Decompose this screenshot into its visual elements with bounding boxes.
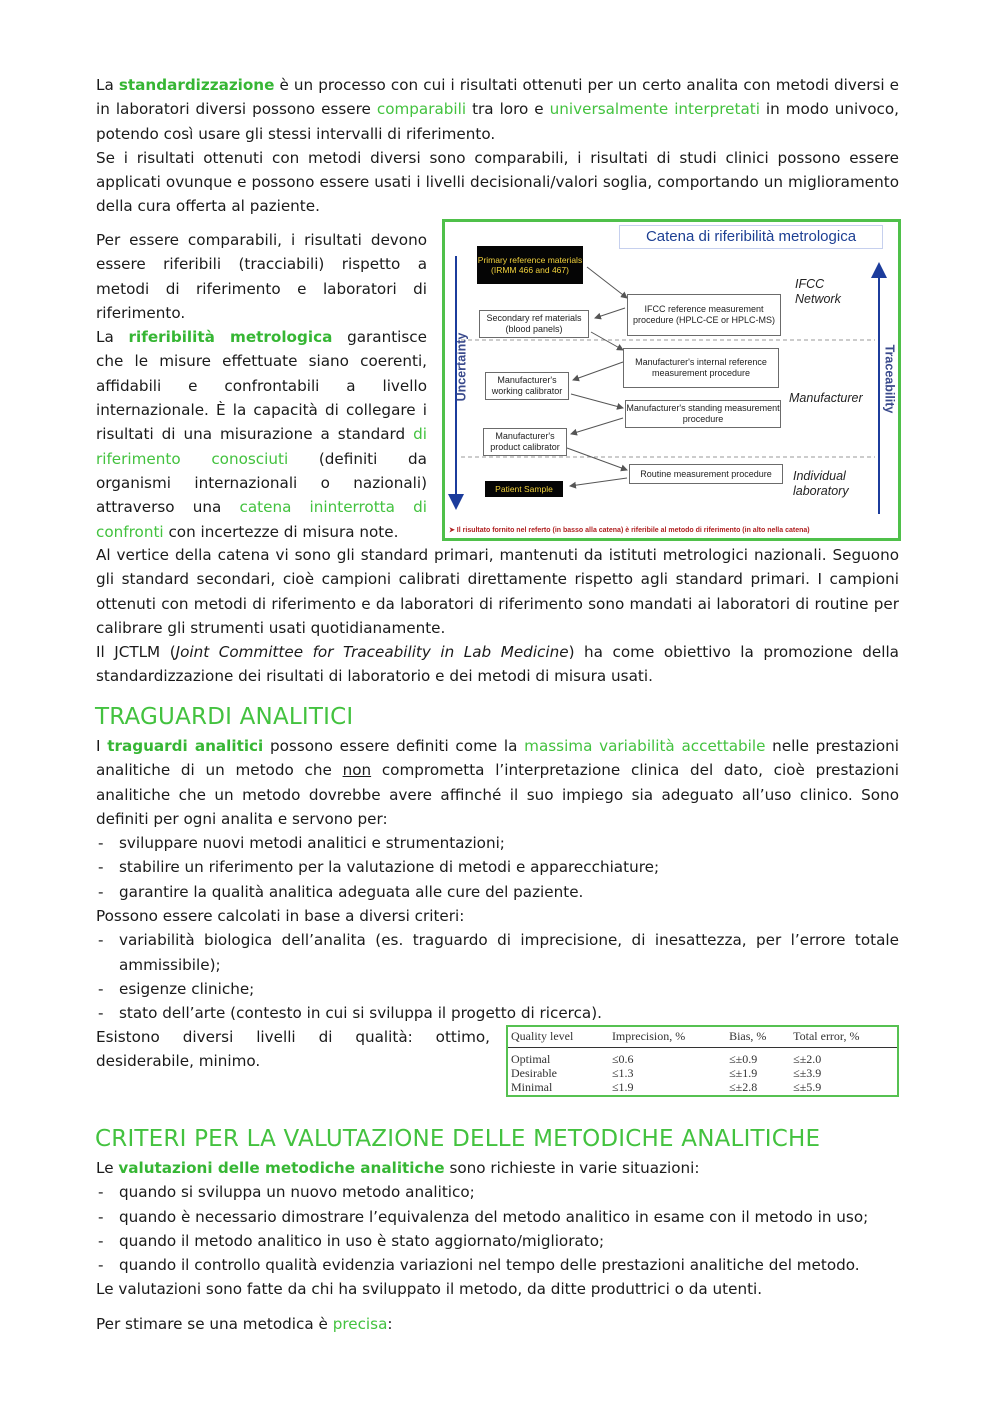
traguardi-section [96,734,899,1026]
list-item: - sviluppare nuovi metodi analitici e strumentazioni; [96,831,899,855]
term-riferimento-conosciuti: di riferimento conosciuti [96,425,427,468]
criteri-paragraph [96,1156,899,1180]
jctlm-name: Joint Committee for Traceability in Lab Medicine [175,643,569,662]
list-item: - quando il metodo analitico in uso è stato aggiornato/migliorato; [96,1229,899,1253]
chain-paragraph: Al vertice della catena vi sono gli standard primari, mantenuti da istituti metrologici nazionali. Seguono gli standard secondari, cioè campioni calibrati direttamente rispetto agli standard primari. I campioni ottenuti con metodi di riferimento e da laboratori di riferimento sono mandati ai laboratori di routine per calibrare gli strumenti usati quotidianamente. [96,546,899,637]
table-header-row [508,1027,897,1048]
cases-list [96,1180,899,1277]
individual-laboratory-label: Individual laboratory [793,469,849,498]
term-non: non [342,761,372,780]
riferibili-paragraph: Per essere comparabili, i risultati devono essere riferibili (tracciabili) rispetto a metodi di riferimento e laboratori di riferimento. [96,231,427,322]
table-cell: ≤0.6 [611,1052,634,1066]
quality-levels-text: Esistono diversi livelli di qualità: ottimo, desiderabile, minimo. [96,1028,490,1071]
manufacturer-internal-box: Manufacturer's internal reference measurement procedure [623,348,779,388]
list-item: - stato dell’arte (contesto in cui si sviluppa il progetto di ricerca). [96,1001,899,1025]
text: è un processo con cui i risultati ottenuti per un certo analita con metodi diversi e in laboratori diversi possono essere [96,76,899,119]
table-header: Imprecision, % [609,1027,726,1048]
term-universalmente-interpretati: universalmente interpretati [549,100,760,119]
text: ) ha come obiettivo la promozione della standardizzazione dei risultati di laboratorio e dei metodi di misura usati. [96,643,899,686]
term-catena-ininterrotta: catena ininterrotta di confronti [96,498,427,541]
figure-footnote: ➤ Il risultato fornito nel referto (in basso alla catena) è riferibile al metodo di riferimento (in alto nella catena) [449,527,810,534]
list-item: - quando è necessario dimostrare l’equivalenza del metodo analitico in esame con il metodo in uso; [96,1205,899,1229]
traceability-column [96,228,427,544]
text: Il JCTLM ( [96,643,176,662]
list-item: - stabilire un riferimento per la valutazione di metodi e apparecchiature; [96,855,899,879]
manufacturer-standing-box: Manufacturer's standing measurement procedure [625,400,781,428]
intro-section [96,73,899,219]
criteria-list [96,928,899,1025]
secondary-ref-box: Secondary ref materials (blood panels) [479,310,589,338]
table-header: Quality level [508,1027,609,1048]
ifcc-network-label: IFCC Network [795,277,841,306]
text: La [96,76,119,94]
text: comprometta l’interpretazione clinica del dato, cioè prestazioni analitiche che un metodo dovrebbe avere affinché il suo impiego sia adeguato all’uso clinico. Sono definiti per ogni analita e servono per: [96,761,899,828]
table-header: Total error, % [790,1027,897,1048]
table-cell: Optimal [511,1052,551,1066]
ifcc-procedure-box: IFCC reference measurement procedure (HPLC-CE or HPLC-MS) [627,294,781,336]
text: garantisce che le misure effettuate siano coerenti, affidabili e confrontabili a livello internazionale. È la capacità di collegare i risultati di una misurazione a standard [96,328,427,444]
criteri-section [96,1156,899,1336]
traceability-chain-figure [442,219,901,541]
table-cell: ≤±5.9 [793,1080,822,1094]
term-traguardi-analitici: traguardi analitici [107,737,264,755]
text: Per stimare se una metodica è [96,1314,333,1333]
chain-description-section [96,543,899,689]
precision-paragraph [96,1312,899,1336]
riferibilita-paragraph [96,325,427,544]
routine-procedure-box: Routine measurement procedure [629,464,783,484]
text: La [96,328,129,347]
term-standardizzazione: standardizzazione [118,76,275,94]
text: Le [96,1159,119,1177]
figure-title: Catena di riferibilità metrologica [619,225,883,249]
jctlm-paragraph [96,640,899,689]
list-item: - garantire la qualità analitica adeguata alle cure del paziente. [96,880,899,904]
text: (definiti da organismi internazionali o nazionali) attraverso una [96,449,427,517]
criteri-heading: CRITERI PER LA VALUTAZIONE DELLE METODICHE ANALITICHE [95,1126,821,1152]
quality-level-table [506,1025,899,1097]
text: tra loro e [466,100,550,119]
text: sono richieste in varie situazioni: [444,1159,700,1177]
criteria-intro: Possono essere calcolati in base a diversi criteri: [96,907,465,926]
uses-list [96,831,899,904]
table-cell: ≤±2.0 [793,1052,822,1066]
list-item: - esigenze cliniche; [96,977,899,1001]
table-row [508,1080,897,1094]
text: I [96,737,108,755]
table-cell: ≤±3.9 [793,1066,822,1080]
manufacturer-label: Manufacturer [789,391,863,405]
table-row [508,1048,897,1067]
term-comparabili: comparabili [376,100,467,119]
table-cell: ≤±0.9 [729,1052,758,1066]
primary-reference-box: Primary reference materials (IRMM 466 and 467) [477,246,583,284]
traguardi-heading: TRAGUARDI ANALITICI [95,704,354,730]
text: nelle prestazioni analitiche di un metodo che [96,737,900,780]
table-cell: ≤1.3 [611,1066,634,1080]
comparability-paragraph: Se i risultati ottenuti con metodi diversi sono comparabili, i risultati di studi clinici possono essere applicati ovunque e possono essere usati i livelli decisionali/valori soglia, comportando un miglioramento della cura offerta al paziente. [96,148,899,216]
term-massima-variabilita: massima variabilità accettabile [524,737,766,755]
list-item: - variabilità biologica dell’analita (es. traguardo di imprecisione, di inesattezza, per l’errore totale ammissibile); [96,928,899,977]
standardization-paragraph [96,73,899,146]
table-cell: Minimal [511,1080,553,1094]
manufacturer-product-box: Manufacturer's product calibrator [483,428,567,456]
text: in modo univoco, potendo così usare gli stessi intervalli di riferimento. [96,100,899,143]
table-header: Bias, % [726,1027,790,1048]
text: con incertezze di misura note. [163,522,399,541]
traguardi-paragraph [96,734,899,831]
term-valutazioni: valutazioni delle metodiche analitiche [118,1159,445,1177]
table-cell: Desirable [511,1066,557,1080]
evaluators-paragraph: Le valutazioni sono fatte da chi ha sviluppato il metodo, da ditte produttrici o da utenti. [96,1280,763,1299]
text: : [387,1314,393,1333]
term-precisa: precisa [332,1314,388,1333]
list-item: - quando si sviluppa un nuovo metodo analitico; [96,1180,899,1204]
table-cell: ≤±2.8 [729,1080,758,1094]
uncertainty-label: Uncertainty [454,332,469,402]
table-cell: ≤±1.9 [729,1066,758,1080]
table-cell: ≤1.9 [611,1080,634,1094]
term-riferibilita-metrologica: riferibilità metrologica [128,328,333,347]
table-row [508,1066,897,1080]
text: possono essere definiti come la [263,737,525,755]
manufacturer-working-box: Manufacturer's working calibrator [485,372,569,400]
traceability-label: Traceability [882,344,897,414]
patient-sample-box: Patient Sample [485,481,563,497]
list-item: - quando il controllo qualità evidenzia variazioni nel tempo delle prestazioni analitiche del metodo. [96,1253,899,1277]
